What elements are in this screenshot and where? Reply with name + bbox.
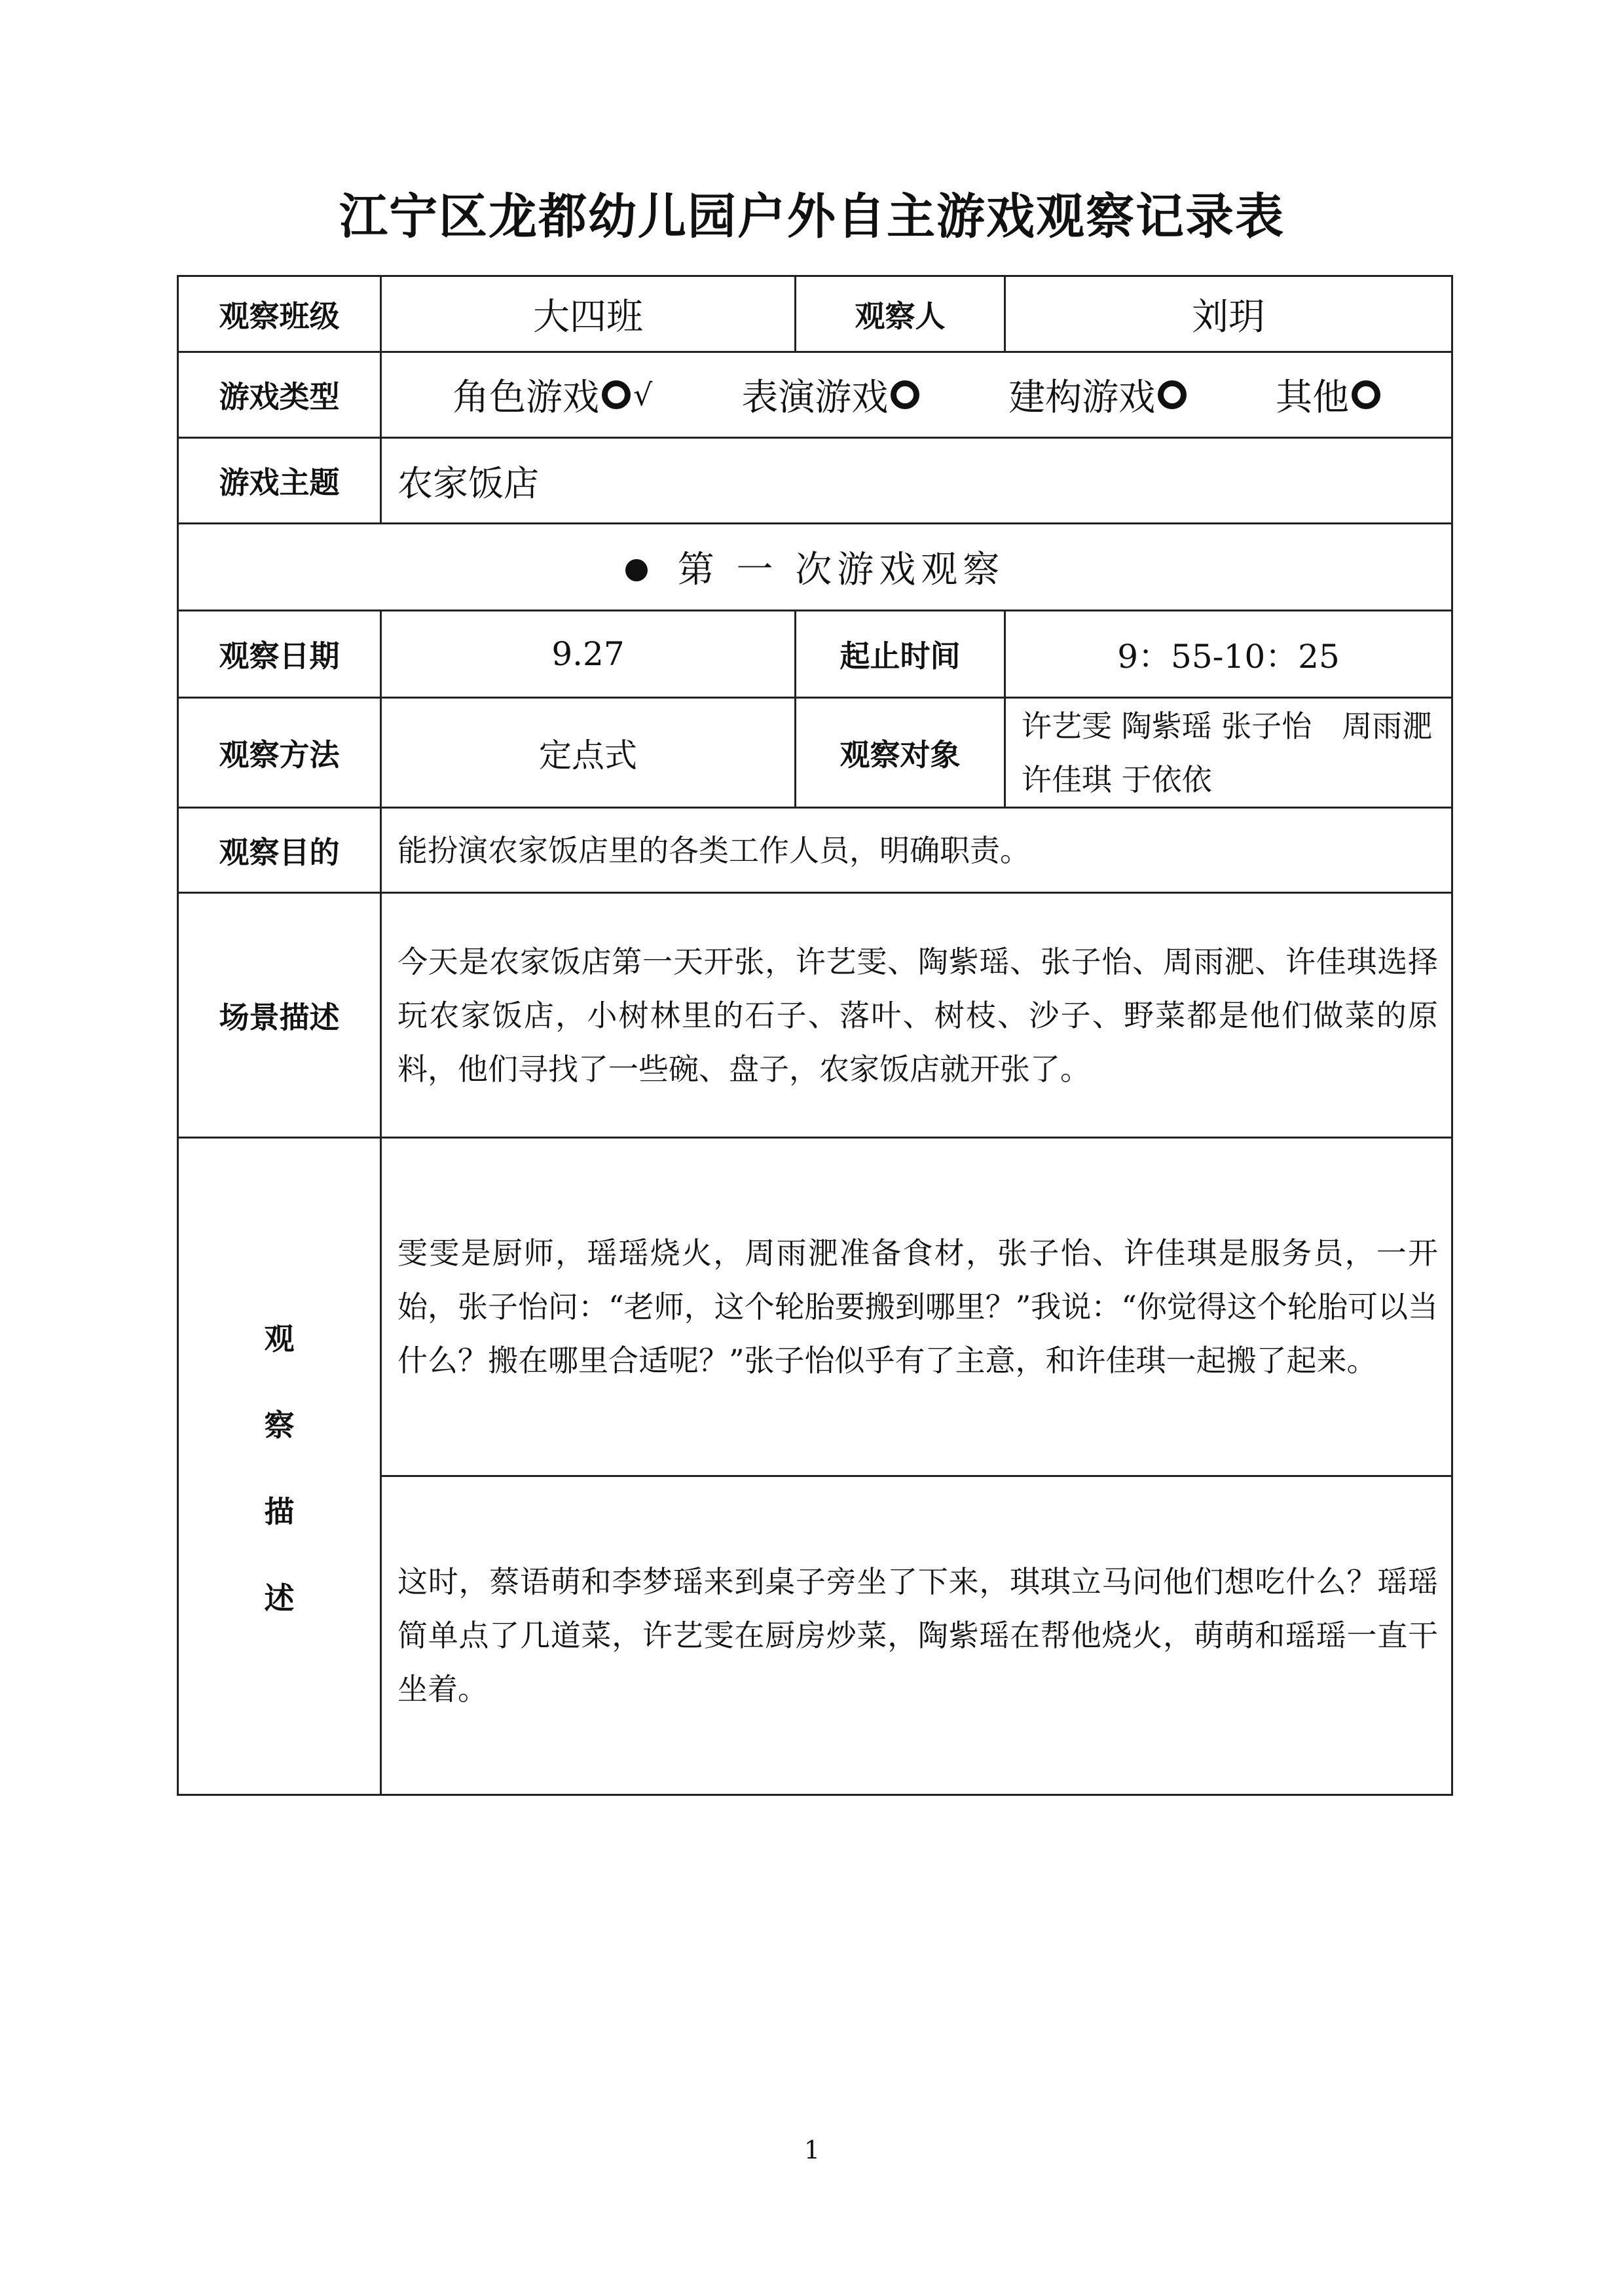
bullet-dot-icon xyxy=(625,559,648,581)
observation-form-table xyxy=(177,275,1453,1796)
row-class-observer xyxy=(178,276,1452,352)
radio-circle-icon xyxy=(1158,380,1187,409)
radio-circle-icon xyxy=(891,380,919,409)
date-label: 观察日期 xyxy=(178,611,381,698)
option-label: 建构游戏 xyxy=(1008,376,1156,419)
game-type-label: 游戏类型 xyxy=(178,352,381,438)
theme-value: 农家饭店 xyxy=(381,438,1452,524)
page-title: 江宁区龙都幼儿园户外自主游戏观察记录表 xyxy=(339,189,1285,245)
observation-label-char: 描 xyxy=(264,1493,295,1529)
row-game-type xyxy=(178,352,1452,438)
game-type-option-other xyxy=(1276,369,1380,421)
row-scene xyxy=(178,893,1452,1138)
method-label: 观察方法 xyxy=(178,698,381,808)
check-mark-icon: √ xyxy=(633,377,653,412)
scene-label: 场景描述 xyxy=(178,893,381,1138)
game-type-option-role-play xyxy=(452,369,652,421)
page-number: 1 xyxy=(803,2136,821,2164)
row-session-banner xyxy=(178,524,1452,611)
purpose-label: 观察目的 xyxy=(178,808,381,893)
class-value: 大四班 xyxy=(381,276,796,352)
time-label: 起止时间 xyxy=(796,611,1005,698)
date-value: 9.27 xyxy=(381,611,796,698)
row-observation-1 xyxy=(178,1138,1452,1476)
observer-value: 刘玥 xyxy=(1005,276,1452,352)
observation-paragraph: 这时，蔡语萌和李梦瑶来到桌子旁坐了下来，琪琪立马问他们想吃什么？瑶瑶简单点了几道菜，许艺雯在厨房炒菜，陶紫瑶在帮他烧火，萌萌和瑶瑶一直干坐着。 xyxy=(381,1476,1452,1795)
option-label: 其他 xyxy=(1276,376,1350,419)
observation-label-char: 述 xyxy=(264,1580,295,1616)
subjects-value: 许艺雯 陶紫瑶 张子怡 周雨淝 许佳琪 于依依 xyxy=(1005,698,1452,808)
game-type-option-performance xyxy=(741,369,919,421)
method-value: 定点式 xyxy=(381,698,796,808)
scene-value: 今天是农家饭店第一天开张，许艺雯、陶紫瑶、张子怡、周雨淝、许佳琪选择玩农家饭店，小树林里的石子、落叶、树枝、沙子、野菜都是他们做菜的原料，他们寻找了一些碗、盘子，农家饭店就开张了。 xyxy=(381,893,1452,1138)
subjects-label: 观察对象 xyxy=(796,698,1005,808)
observation-label-char: 察 xyxy=(264,1407,295,1443)
observer-label: 观察人 xyxy=(796,276,1005,352)
game-type-option-construction xyxy=(1008,369,1187,421)
option-label: 表演游戏 xyxy=(741,376,889,419)
purpose-value: 能扮演农家饭店里的各类工作人员，明确职责。 xyxy=(381,808,1452,893)
session-banner xyxy=(178,524,1452,611)
observation-label xyxy=(178,1138,381,1795)
time-value: 9：55-10：25 xyxy=(1005,611,1452,698)
row-method-subjects xyxy=(178,698,1452,808)
class-label: 观察班级 xyxy=(178,276,381,352)
session-banner-text: 第 一 次游戏观察 xyxy=(677,549,1005,591)
radio-circle-icon xyxy=(602,380,631,409)
observation-paragraph: 雯雯是厨师，瑶瑶烧火，周雨淝准备食材，张子怡、许佳琪是服务员，一开始，张子怡问：“老师，这个轮胎要搬到哪里？”我说：“你觉得这个轮胎可以当什么？搬在哪里合适呢？”张子怡似乎有了主意，和许佳琪一起搬了起来。 xyxy=(381,1138,1452,1476)
radio-circle-icon xyxy=(1352,380,1380,409)
row-theme xyxy=(178,438,1452,524)
row-purpose xyxy=(178,808,1452,893)
game-type-options xyxy=(381,352,1452,438)
row-date-time xyxy=(178,611,1452,698)
theme-label: 游戏主题 xyxy=(178,438,381,524)
option-label: 角色游戏 xyxy=(452,376,599,419)
observation-label-char: 观 xyxy=(264,1321,295,1357)
